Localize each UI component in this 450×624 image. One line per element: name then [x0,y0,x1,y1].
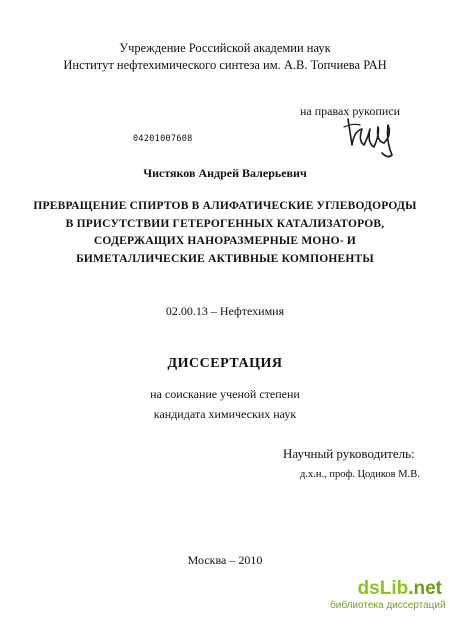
watermark-logo [330,578,442,600]
title-line: ПРЕВРАЩЕНИЕ СПИРТОВ В АЛИФАТИЧЕСКИЕ УГЛЕВОДОРОДЫ [33,200,417,212]
logo-part-1: dsLib [357,578,409,599]
rights-note: на правах рукописи [300,104,400,118]
supervisor-label: Научный руководитель: [283,446,415,461]
specialty-code: 02.00.13 – Нефтехимия [165,304,285,318]
site-watermark[interactable] [330,578,446,612]
degree-line-1: на соискание ученой степени [150,387,300,401]
title-line: БИМЕТАЛЛИЧЕСКИЕ АКТИВНЫЕ КОМПОНЕНТЫ [76,252,374,265]
organization-line-1: Учреждение Российской академии наук [119,41,331,55]
title-line: СОДЕРЖАЩИХ НАНОРАЗМЕРНЫЕ МОНО- И [93,235,357,247]
logo-part-2: .net [408,578,442,599]
organization-line-2: Институт нефтехимического синтеза им. А.В. Топчиева РАН [63,58,387,72]
title-line: В ПРИСУТСТВИИ ГЕТЕРОГЕННЫХ КАТАЛИЗАТОРОВ, [65,217,385,230]
author-name: Чистяков Андрей Валерьевич [143,166,307,180]
degree-line-2: кандидата химических наук [153,407,297,421]
document-type: ДИССЕРТАЦИЯ [167,356,283,371]
supervisor-name: д.х.н., проф. Цодиков М.В. [300,469,420,480]
dissertation-title [0,198,450,268]
handwritten-signature [340,115,400,159]
serial-number: 04201007608 [133,134,193,144]
city-year: Москва – 2010 [187,553,263,567]
watermark-tagline: библиотека диссертаций [330,600,446,611]
